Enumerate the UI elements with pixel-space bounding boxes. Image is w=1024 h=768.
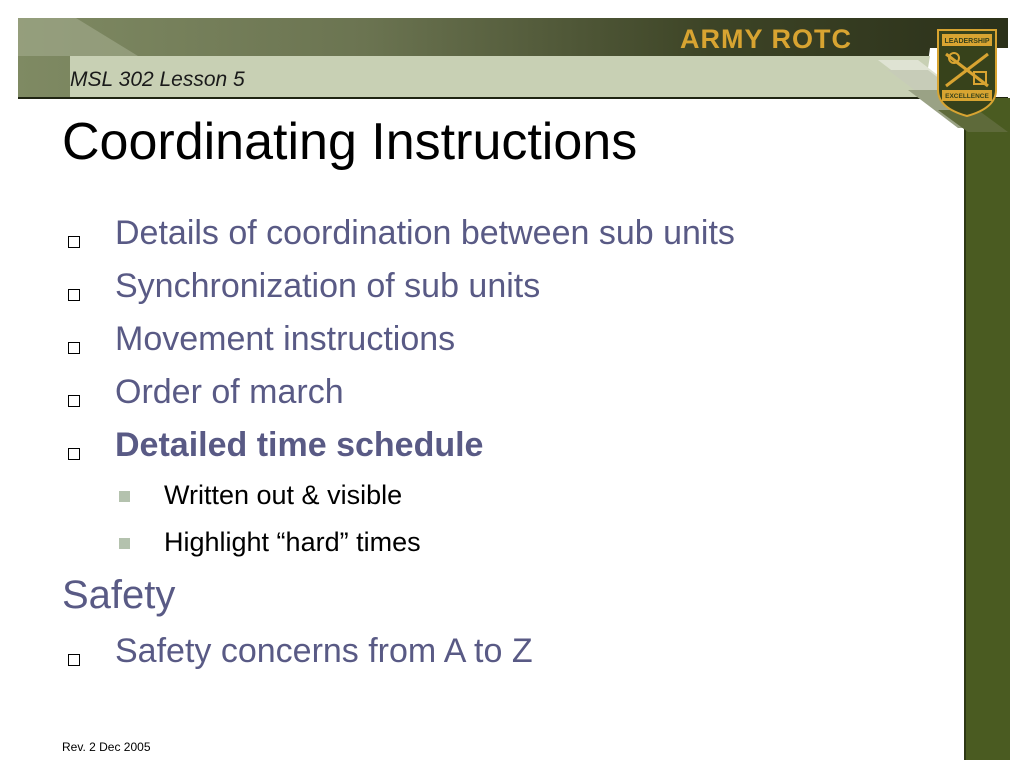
bullet-text: Synchronization of sub units: [115, 267, 541, 305]
hollow-square-bullet-icon: [68, 236, 80, 248]
hollow-square-bullet-icon: [68, 395, 80, 407]
filled-square-bullet-icon: [119, 538, 130, 549]
section-heading-safety: Safety: [62, 573, 176, 617]
emblem-shield-icon: [934, 26, 1000, 118]
leadership-excellence-emblem: [934, 26, 1000, 118]
side-bar: [964, 98, 1010, 760]
sub-bullet-text: Written out & visible: [164, 480, 403, 510]
hollow-square-bullet-icon: [68, 448, 80, 460]
filled-square-bullet-icon: [119, 491, 130, 502]
footer-revision: Rev. 2 Dec 2005: [62, 740, 151, 754]
brand-logo-text: ARMY ROTC: [680, 24, 853, 54]
hollow-square-bullet-icon: [68, 289, 80, 301]
slide-title: Coordinating Instructions: [62, 113, 638, 171]
sub-bullet-text: Highlight “hard” times: [164, 527, 421, 557]
bullet-text: Safety concerns from A to Z: [115, 632, 533, 670]
hollow-square-bullet-icon: [68, 342, 80, 354]
bullet-text: Detailed time schedule: [115, 426, 484, 464]
bullet-text: Details of coordination between sub units: [115, 214, 735, 252]
bullet-text: Order of march: [115, 373, 344, 411]
bullet-text: Movement instructions: [115, 320, 456, 358]
lesson-label: MSL 302 Lesson 5: [70, 68, 245, 91]
emblem-bottom-text: EXCELLENCE: [945, 93, 989, 100]
hollow-square-bullet-icon: [68, 654, 80, 666]
emblem-top-text: LEADERSHIP: [944, 38, 990, 45]
